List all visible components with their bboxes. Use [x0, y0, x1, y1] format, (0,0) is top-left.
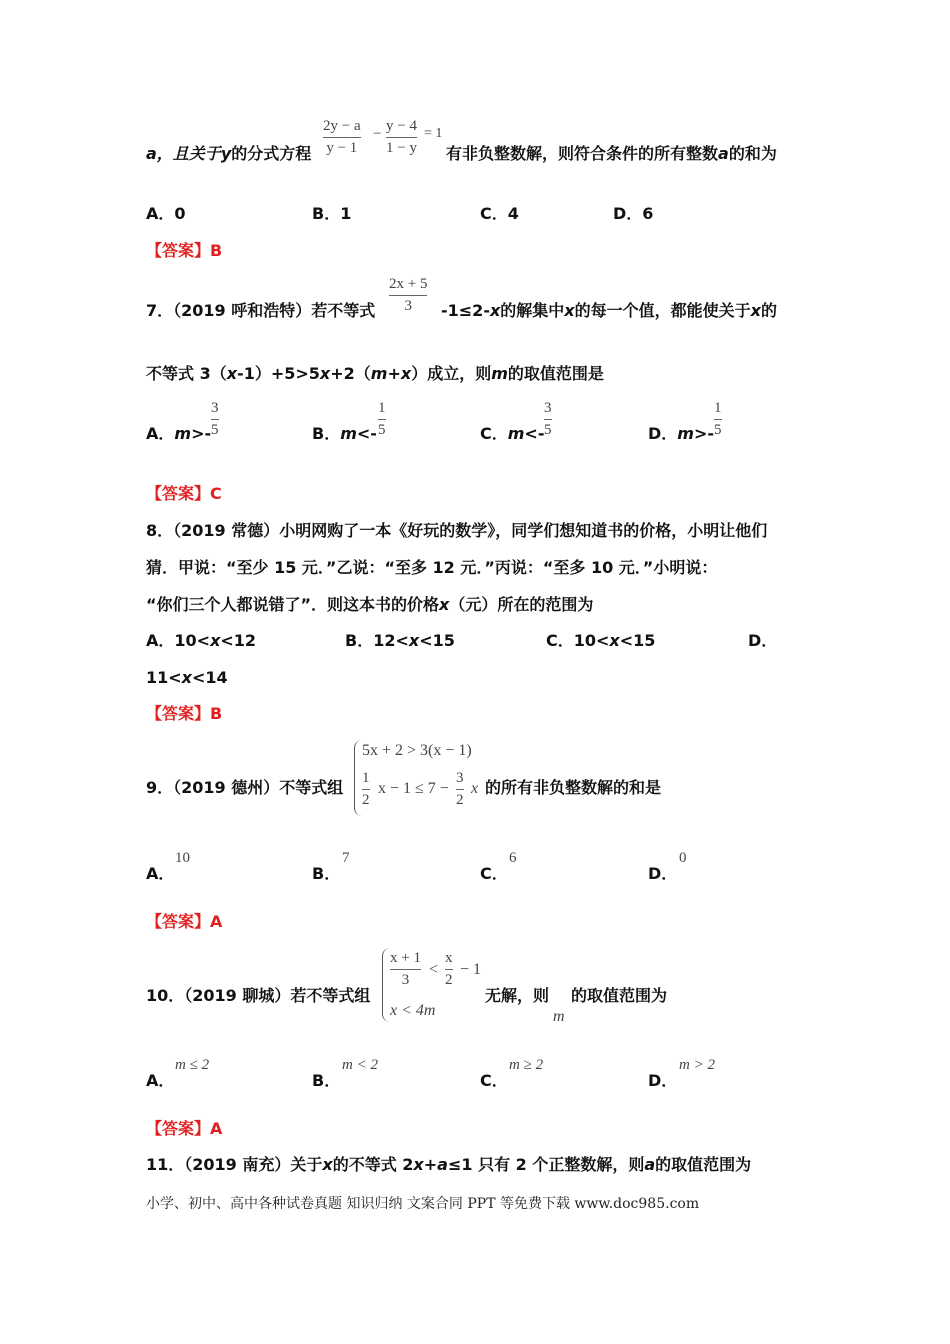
q10-row1-tail: − 1 [460, 961, 482, 978]
q10-stem-tail: 的取值范围为 [571, 986, 668, 1005]
q6-equals: = 1 [424, 126, 443, 141]
q7-stem-tail: -1≤2-x的解集中x的每一个值，都能使关于x的 [441, 301, 777, 320]
q8-stem-line2: 猜．甲说：“至少 15 元．”乙说：“至多 12 元．”丙说：“至多 10 元．”小明说： [146, 558, 718, 577]
q10-stem: 10．（2019 聊城）若不等式组 [146, 986, 371, 1005]
q6-fraction-1: 2y − a y − 1 [323, 118, 361, 156]
page-footer: 小学、初中、高中各种试卷真题 知识归纳 文案合同 PPT 等免费下载 www.doc985.com [146, 1196, 700, 1212]
q10-option-b-value: m < 2 [342, 1057, 378, 1073]
q6-option-b[interactable]: B．1 [312, 204, 352, 223]
q9-option-b[interactable]: B． [312, 864, 341, 883]
q8-answer: 【答案】B [146, 704, 223, 723]
q10-row1-lt: < [429, 961, 439, 978]
q7-answer: 【答案】C [146, 484, 222, 503]
q9-stem: 9．（2019 德州）不等式组 [146, 778, 344, 797]
q10-option-b[interactable]: B． [312, 1071, 341, 1090]
q10-option-d[interactable]: D． [648, 1071, 678, 1090]
q9-option-a[interactable]: A． [146, 864, 175, 883]
q8-option-b[interactable]: B．12<x<15 [345, 631, 455, 650]
q8-option-a[interactable]: A．10<x<12 [146, 631, 257, 650]
q6-stem-tail: 有非负整数解，则符合条件的所有整数a的和为 [446, 144, 777, 163]
q10-option-a[interactable]: A． [146, 1071, 175, 1090]
q8-stem-line3: “你们三个人都说错了”．则这本书的价格x（元）所在的范围为 [146, 595, 594, 614]
q10-row1-fraction-2: x 2 [445, 950, 453, 988]
q8-option-d-value[interactable]: 11<x<14 [146, 668, 228, 687]
q7-option-c[interactable]: C．m<- [480, 424, 545, 443]
q7-option-a-fraction: 3 5 [211, 400, 219, 438]
q11-stem: 11．（2019 南充）关于x的不等式 2x+a≤1 只有 2 个正整数解，则a的取值范围为 [146, 1155, 752, 1174]
q7-option-a[interactable]: A．m>- [146, 424, 212, 443]
q7-option-c-fraction: 3 5 [544, 400, 552, 438]
q6-option-d[interactable]: D．6 [613, 204, 654, 223]
q9-option-d[interactable]: D． [648, 864, 678, 883]
q10-stem-mid: 无解，则 [485, 986, 550, 1005]
q7-stem-line2: 不等式 3（x-1）+5>5x+2（m+x）成立，则m的取值范围是 [146, 364, 604, 383]
q6-option-c[interactable]: C．4 [480, 204, 519, 223]
q10-m-variable: m [553, 1008, 565, 1025]
q10-system-row2: x < 4m [390, 1002, 436, 1019]
q10-option-c[interactable]: C． [480, 1071, 508, 1090]
q10-answer: 【答案】A [146, 1119, 223, 1138]
q10-option-c-value: m ≥ 2 [509, 1057, 544, 1073]
q7-fraction: 2x + 5 3 [389, 276, 428, 314]
q8-stem-line1: 8．（2019 常德）小明网购了一本《好玩的数学》，同学们想知道书的价格，小明让他们 [146, 521, 768, 540]
q6-fraction-2: y − 4 1 − y [386, 118, 417, 156]
q7-option-d[interactable]: D．m>- [648, 424, 715, 443]
q6-answer: 【答案】B [146, 241, 223, 260]
q8-option-c[interactable]: C．10<x<15 [546, 631, 656, 650]
q10-row1-fraction-1: x + 1 3 [390, 950, 421, 988]
q7-option-b-fraction: 1 5 [378, 400, 386, 438]
q7-stem: 7．（2019 呼和浩特）若不等式 [146, 301, 376, 320]
q8-option-d[interactable]: D． [748, 631, 778, 650]
q6-minus: − [373, 126, 382, 142]
q9-row2-fraction-1: 1 2 [362, 770, 370, 808]
q9-answer: 【答案】A [146, 912, 223, 931]
q9-option-c-value: 6 [509, 850, 517, 866]
q7-option-b[interactable]: B．m<- [312, 424, 377, 443]
q6-stem: a，且关于y的分式方程 [146, 144, 312, 163]
q9-option-d-value: 0 [679, 850, 687, 866]
q9-option-a-value: 10 [175, 850, 190, 866]
q6-option-a[interactable]: A．0 [146, 204, 186, 223]
q9-row2-x: x [471, 780, 479, 797]
q10-option-a-value: m ≤ 2 [175, 1057, 210, 1073]
q9-option-b-value: 7 [342, 850, 350, 866]
q9-stem-tail: 的所有非负整数解的和是 [485, 778, 662, 797]
q9-system-row1: 5x + 2 > 3(x − 1) [362, 742, 472, 759]
q10-option-d-value: m > 2 [679, 1057, 715, 1073]
q9-option-c[interactable]: C． [480, 864, 508, 883]
q9-system-row2: x − 1 ≤ 7 − [378, 780, 449, 797]
q9-row2-fraction-2: 3 2 [456, 770, 464, 808]
q7-option-d-fraction: 1 5 [714, 400, 722, 438]
